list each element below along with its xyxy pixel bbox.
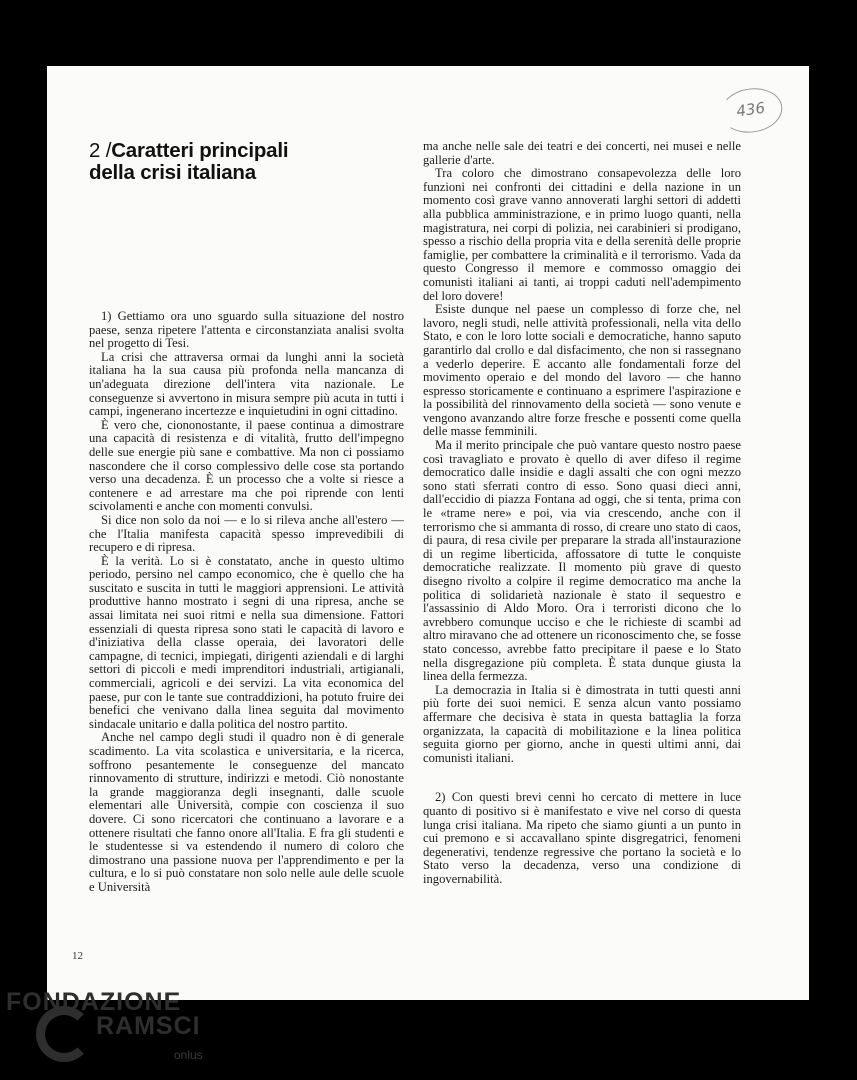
section-title (89, 140, 389, 184)
paragraph: Esiste dunque nel paese un complesso di forze che, nel lavoro, negli studi, nelle attività professionali, nella vita dello Stato, e con le loro lotte sociali e democratiche, hanno saputo garantirlo dal crollo e dal disfacimento, che non si rassegnano a vederlo deperire. E accanto alle fondamentali forze del movimento operaio e del mondo del lavoro — che hanno espresso storicamente e continuano a esprimere l'aspirazione e la possibilità del rinnovamento della società — sono venute e vengono avanzando altre forze fresche e possenti come quella delle masse femminili. (423, 302, 741, 439)
handwritten-number: 436 (735, 98, 767, 121)
paragraph: 1) Gettiamo ora uno sguardo sulla situazione del nostro paese, senza ripetere l'attenta e circonstanziata analisi svolta nel progetto di Tesi. (89, 309, 404, 351)
document-page (47, 66, 809, 1000)
paragraph: La democrazia in Italia si è dimostrata in tutti questi anni più forte dei suoi nemici. E senza alcun vanto possiamo affermare che decisiva è stata in questa battaglia la forza organizzata, la capacità di mobilitazione e la linea politica seguita giorno per giorno, anche in questi ultimi anni, dai comunisti italiani. (423, 682, 741, 765)
paragraph: 2) Con questi brevi cenni ho cercato di mettere in luce quanto di positivo si è manifestato e vive nel corso di questa lunga crisi italiana. Ma ripeto che siamo giunti a un punto in cui premono e si accavallano spinte disgregatrici, fenomeni degenerativi, tendenze regressive che portano la società e lo Stato verso la decadenza, verso una condizione di ingovernabilità. (423, 790, 741, 886)
watermark-line2: RAMSCI (96, 1012, 201, 1040)
left-text-column (89, 310, 404, 895)
page-number: 12 (72, 950, 83, 962)
paragraph: Tra coloro che dimostrano consapevolezza delle loro funzioni nei confronti dei cittadini e della nazione in un momento così grave vanno annoverati larghi settori di addetti alla pubblica amministrazione, e in primo luogo quanti, nella magistratura, nei corpi di polizia, nei carabinieri si prodigano, spesso a rischio della propria vita e della serenità delle proprie famiglie, per combattere la criminalità e il terrorismo. Vada da questo Congresso il memore e commosso omaggio dei comunisti italiani ai tanti, ai troppi caduti nell'adempimento del loro dovere! (423, 166, 741, 303)
paragraph: La crisi che attraversa ormai da lunghi anni la società italiana ha la sua causa più profonda nella mancanza di un'adeguata direzione dell'intera vita nazionale. Le conseguenze si avvertono in misura sempre più acuta in tutti i campi, ingenerano incertezze e inquietudini in ogni cittadino. (89, 349, 404, 419)
paragraph: Si dice non solo da noi — e lo si rileva anche all'estero — che l'Italia manifesta capacità spesso imprevedibili di recupero e di ripresa. (89, 512, 404, 555)
right-text-column (423, 140, 741, 886)
paragraph: Anche nel campo degli studi il quadro non è di generale scadimento. La vita scolastica e universitaria, e la ricerca, soffrono pesantemente le conseguenze del mancato rinnovamento di strutture, indirizzi e metodi. Ciò nonostante la grande maggioranza degli insegnanti, dalle scuole elementari alle Università, compie con coscienza il suo dovere. Ci sono ricercatori che continuano a lavorare e a ottenere risultati che fanno onore all'Italia. E fra gli studenti e le studentesse si va estendendo il numero di coloro che dimostrano una passione nuova per l'apprendimento e per la cultura, e lo si può constatare non solo nelle aule delle scuole e Università (89, 730, 404, 894)
handwritten-page-note (723, 90, 788, 138)
watermark-line3: onlus (174, 1048, 203, 1062)
section-title-line2: della crisi italiana (89, 161, 256, 184)
section-gap (423, 765, 741, 791)
section-number: 2 / (89, 139, 112, 162)
paragraph: È vero che, ciononostante, il paese continua a dimostrare una capacità di resistenza e di vitalità, frutto dell'impegno delle sue energie più sane e combattive. Ma non ci possiamo nascondere che il corso complessivo delle cose sta portando verso una decadenza. È un processo che a volte si riesce a contenere e ad arrestare ma che poi riprende con lenti scivolamenti e anche con momenti convulsi. (89, 417, 404, 514)
watermark-line1: FONDAZIONE (6, 988, 182, 1016)
fondazione-gramsci-watermark (0, 984, 230, 1080)
paragraph: ma anche nelle sale dei teatri e dei concerti, nei musei e nelle gallerie d'arte. (423, 139, 741, 167)
paragraph: Ma il merito principale che può vantare questo nostro paese così travagliato e provato è quello di aver difeso il regime democratico dalle insidie e dagli assalti che con ogni mezzo sono stati sferrati contro di esso. Sono quasi dieci anni, dall'eccidio di piazza Fontana ad oggi, che si tenta, prima con le «trame nere» e poi, via via crescendo, anche con il terrorismo che si ammanta di rosso, di creare uno stato di caos, di paura, di resa civile per preparare la strada all'instaurazione di un regime liberticida, affossatore di tutte le conquiste democratiche realizzate. Il momento più grave di questo disegno rivolto a colpire il regime democratico ma anche la politica di solidarietà nazionale è stato il sequestro e l'assassinio di Aldo Moro. Ora i terroristi dicono che lo avrebbero comunque ucciso e che le richieste di scambi ad altro miravano che ad ottenere un riconoscimento che, se fosse stato concesso, avrebbe fatto precipitare il paese e lo Stato nella disgregazione più completa. È stata dunque giusta la linea della fermezza. (423, 438, 741, 684)
section-title-line1: Caratteri principali (111, 139, 289, 162)
watermark-g-logo (36, 1006, 92, 1062)
paragraph: È la verità. Lo si è constatato, anche in questo ultimo periodo, persino nel campo economico, che è quello che ha suscitato e suscita in tutti le maggiori apprensioni. Le attività produttive hanno mostrato i segni di una ripresa, anche se assai limitata nei suoi ritmi e nella sua dimensione. Fattori essenziali di questa ripresa sono stati le capacità di lavoro e d'iniziativa della classe operaia, dei lavoratori delle campagne, di tecnici, impiegati, dirigenti aziendali e di larghi settori di piccoli e medi imprenditori industriali, artigianali, commerciali, agricoli e dei servizi. La vita economica del paese, pur con le tante sue contraddizioni, ha potuto fruire dei benefici che venivano dalla linea seguita dal movimento sindacale unitario e dalla politica del nostro partito. (89, 553, 404, 731)
